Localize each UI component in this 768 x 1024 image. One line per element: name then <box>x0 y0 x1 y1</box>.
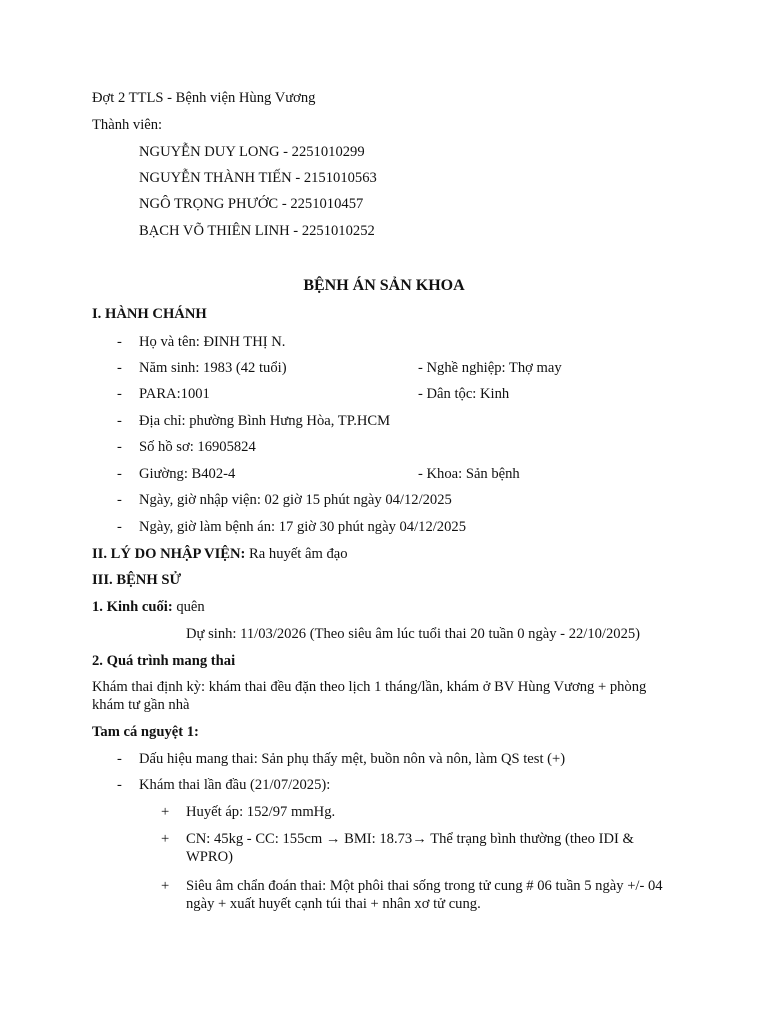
document-title: BỆNH ÁN SẢN KHOA <box>303 277 465 294</box>
section-heading-history: III. BỆNH SỬ <box>92 572 182 588</box>
bullet-plus: + <box>161 878 170 894</box>
bullet-dash: - <box>117 466 122 482</box>
bullet-dash: - <box>117 492 122 508</box>
patient-name: Họ và tên: ĐINH THỊ N. <box>139 334 286 350</box>
bullet-dash: - <box>117 360 122 376</box>
first-visit: Khám thai lần đầu (21/07/2025): <box>139 777 331 793</box>
para: PARA:1001 <box>139 386 210 402</box>
address: Địa chỉ: phường Bình Hưng Hòa, TP.HCM <box>139 413 391 429</box>
lmp-line <box>92 598 205 616</box>
bullet-dash: - <box>117 777 122 793</box>
occupation: - Nghề nghiệp: Thợ may <box>418 360 562 376</box>
member-item: BẠCH VÕ THIÊN LINH - 2251010252 <box>139 223 375 239</box>
bullet-dash: - <box>117 439 122 455</box>
due-date: Dự sinh: 11/03/2026 (Theo siêu âm lúc tuổi thai 20 tuần 0 ngày - 22/10/2025) <box>186 626 641 642</box>
bullet-plus: + <box>161 804 170 820</box>
ultrasound-line: Siêu âm chẩn đoán thai: Một phôi thai sống trong tử cung # 06 tuần 5 ngày +/- 04 ngày + xuất huyết cạnh túi thai + nhân xơ tử cung. <box>186 878 663 913</box>
section-heading-reason: II. LÝ DO NHẬP VIỆN: <box>92 546 246 562</box>
members-label: Thành viên: <box>92 117 163 133</box>
birth-year: Năm sinh: 1983 (42 tuổi) <box>139 360 287 376</box>
reason-line <box>92 545 348 563</box>
department: - Khoa: Sản bệnh <box>418 466 520 482</box>
member-item: NGÔ TRỌNG PHƯỚC - 2251010457 <box>139 196 364 212</box>
lmp-label: 1. Kinh cuối: <box>92 599 173 615</box>
pregnancy-signs: Dấu hiệu mang thai: Sản phụ thấy mệt, buồn nôn và nôn, làm QS test (+) <box>139 751 566 767</box>
bmi-line: CN: 45kg - CC: 155cm → BMI: 18.73→ Thể trạng bình thường (theo IDI & WPRO) <box>186 831 634 866</box>
prenatal-visits: Khám thai định kỳ: khám thai đều đặn theo lịch 1 tháng/lần, khám ở BV Hùng Vương + phòng khám tư gần nhà <box>92 679 647 714</box>
trimester-1-heading: Tam cá nguyệt 1: <box>92 724 199 740</box>
bullet-dash: - <box>117 751 122 767</box>
bullet-dash: - <box>117 519 122 535</box>
admission-time: Ngày, giờ nhập viện: 02 giờ 15 phút ngày 04/12/2025 <box>139 492 452 508</box>
ethnicity: - Dân tộc: Kinh <box>418 386 510 402</box>
lmp-value: quên <box>172 599 205 615</box>
bullet-dash: - <box>117 413 122 429</box>
bullet-dash: - <box>117 334 122 350</box>
pregnancy-heading: 2. Quá trình mang thai <box>92 653 236 669</box>
bullet-plus: + <box>161 831 170 847</box>
section-heading-administrative: I. HÀNH CHÁNH <box>92 306 207 322</box>
record-number: Số hồ sơ: 16905824 <box>139 439 256 455</box>
bullet-dash: - <box>117 386 122 402</box>
member-item: NGUYỄN DUY LONG - 2251010299 <box>139 144 365 160</box>
session-line: Đợt 2 TTLS - Bệnh viện Hùng Vương <box>92 90 316 106</box>
reason-value: Ra huyết âm đạo <box>245 546 348 562</box>
blood-pressure: Huyết áp: 152/97 mmHg. <box>186 804 336 820</box>
record-time: Ngày, giờ làm bệnh án: 17 giờ 30 phút ngày 04/12/2025 <box>139 519 466 535</box>
member-item: NGUYỄN THÀNH TIẾN - 2151010563 <box>139 170 377 186</box>
bed: Giường: B402-4 <box>139 466 236 482</box>
